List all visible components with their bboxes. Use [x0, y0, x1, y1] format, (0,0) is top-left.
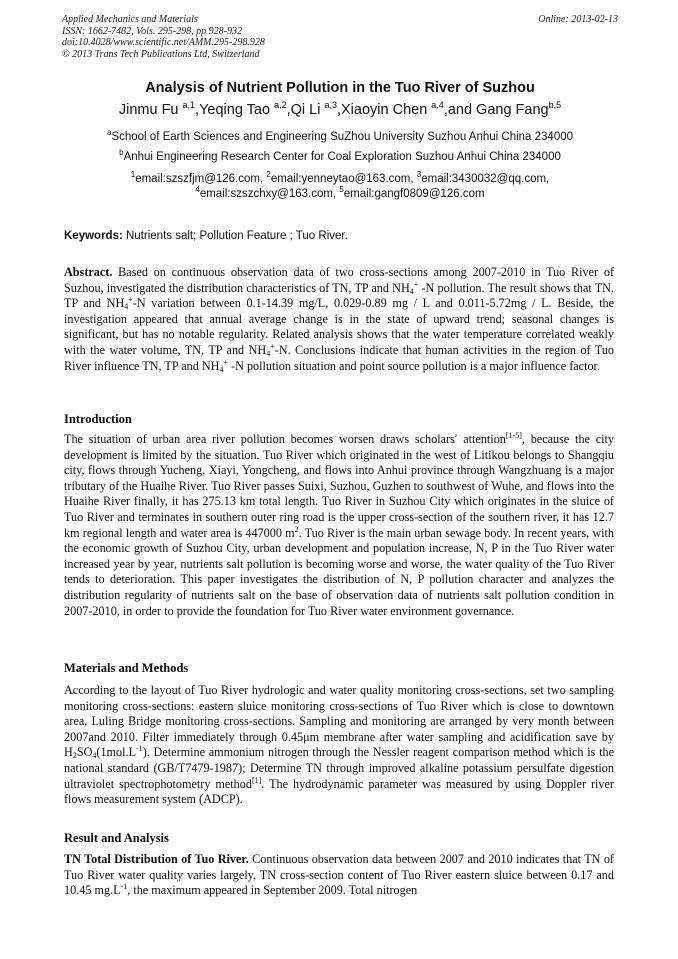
section-heading-introduction: Introduction: [64, 412, 132, 426]
superscript: -1: [136, 744, 143, 754]
author-affiliation-mark: a,2: [274, 100, 287, 110]
email-address: email:szszchxy@163.com,: [199, 188, 340, 200]
methods-text: ). Determine ammonium nitrogen through the Nessler reagent comparison method which is the national standard (GB/T7479-1987); Determine TN through improved alkaline potassium persulfate digestion ultraviolet spectrophotometry method: [64, 745, 614, 791]
doi-line: doi:10.4028/www.scientific.net/AMM.295-298.928: [62, 37, 265, 48]
email-mark: 4: [195, 185, 200, 194]
online-date: Online: 2013-02-13: [538, 14, 618, 25]
keywords-text: Nutrients salt; Pollution Feature ; Tuo River.: [122, 230, 348, 242]
abstract-text: Based on continuous observation data of two cross-sections among 2007-2010 in Tuo River of Suzhou, investigated the distribution characteristics of TN, TP and NH: [64, 265, 614, 295]
abstract-text: -N variation between 0.1-14.39 mg/L, 0.029-0.89 mg / L and 0.011-5.72mg / L. Beside, the investigation appeared that annual average change is in the state of upward trend; seasonal changes is significant, but has no notable regularity. Related analysis shows that the water temperature correlated weakly with the water volume, TN, TP and NH: [64, 296, 614, 357]
abstract-paragraph: [64, 265, 614, 374]
copyright-line: © 2013 Trans Tech Publications Ltd, Switzerland: [62, 48, 260, 60]
email-mark: 3: [416, 170, 422, 179]
methods-paragraph: [64, 683, 614, 808]
keywords: [64, 230, 348, 242]
paper-title: Analysis of Nutrient Pollution in the Tuo River of Suzhou: [145, 80, 535, 96]
email-address: email:szszfjm@126.com,: [135, 173, 267, 185]
author-name: ,Qi Li: [286, 102, 325, 118]
affiliation-a: [20, 128, 660, 143]
email-mark: 2: [266, 170, 271, 179]
results-text: Continuous observation data between 2007 and 2010 indicates that TN of Tuo River water quality varies largely, TN cross-section content of Tuo River eastern sluice between 0.17 and 10.45 mg.L: [64, 852, 614, 898]
author-name: ,and Gang Fang: [443, 102, 549, 118]
superscript: 2: [294, 524, 299, 534]
email-line-1: [20, 170, 660, 185]
author-name: ,Xiaoyin Chen: [336, 102, 432, 118]
citation: [1-5]: [505, 431, 522, 440]
abstract-text: -N. Conclusions indicate that human activities in the region of Tuo River influence TN, TP and NH: [64, 342, 615, 373]
methods-text: According to the layout of Tuo River hydrologic and water quality monitoring cross-sections, set two sampling monitoring cross-sections: eastern sluice monitoring cross-sections of Tuo River which is close to downtown area, Luling Bridge monitoring cross-sections. Sampling and monitoring are arranged by very month between 2007and 2010. Filter immediately through 0.45μm membrane after water sampling and acidification save by H: [64, 683, 614, 760]
subscript: 2: [72, 751, 77, 761]
author-affiliation-mark: a,3: [324, 100, 337, 110]
author-affiliation-mark: b,5: [548, 100, 562, 110]
methods-text: (1mol.L: [96, 745, 137, 760]
superscript: +: [413, 279, 419, 289]
superscript: +: [128, 295, 133, 305]
citation: [1]: [251, 775, 262, 785]
section-heading-results: Result and Analysis: [64, 831, 169, 845]
results-subheading: TN Total Distribution of Tuo River.: [64, 852, 249, 866]
affiliation-b: [20, 148, 660, 163]
subscript: 4: [219, 364, 224, 374]
abstract-text: -N pollution. The result shows that TN, TP and NH: [64, 280, 614, 311]
affiliation-mark: a: [106, 128, 112, 137]
author-affiliation-mark: a,1: [182, 100, 196, 110]
subscript: 4: [266, 348, 271, 358]
author-name: ,Yeqing Tao: [195, 102, 275, 118]
introduction-text: The situation of urban area river pollution becomes worsen draws scholars′ attention: [64, 432, 506, 446]
email-mark: 1: [130, 170, 136, 179]
email-address: email:3430032@qq.com,: [421, 173, 550, 185]
abstract-label: Abstract.: [64, 265, 113, 279]
journal-header: [62, 14, 618, 60]
methods-text: . The hydrodynamic parameter was measured by using Doppler river flows measurement system (ADCP).: [64, 776, 614, 807]
author-name: Jinmu Fu: [118, 102, 183, 118]
affiliation-mark: b: [119, 148, 124, 157]
introduction-text: . Tuo River is the main urban sewage body. In recent years, with the economic growth of Suzhou City, urban development and population increase, N, P in the Tuo River water increased year by year, nutrients salt pollution is becoming worse and worse, the water quality of the Tuo River tends to deterioration. This paper investigates the distribution of N, P pollution character and analyzes the distribution regularity of nutrients salt on the base of observation data of nutrients salt pollution condition in 2007-2010, in order to provide the foundation for Tuo River water environment governance.: [64, 525, 614, 618]
email-mark: 5: [339, 185, 344, 194]
author-list: [40, 102, 640, 118]
email-line-2: [20, 185, 660, 200]
author-affiliation-mark: a,4: [431, 100, 444, 110]
issn-line: ISSN: 1662-7482, Vols. 295-298, pp 928-932: [62, 25, 242, 37]
subscript: 4: [409, 286, 414, 296]
methods-text: SO: [76, 745, 93, 760]
results-paragraph: [64, 852, 614, 899]
superscript: -1: [120, 882, 128, 892]
abstract-text: -N pollution situation and point source pollution is a major influence factor.: [228, 358, 600, 373]
affiliation-text: School of Earth Sciences and Engineering SuZhou University Suzhou Anhui China 234000: [111, 131, 574, 143]
email-address: email:yenneytao@163.com,: [270, 173, 417, 185]
introduction-paragraph: [64, 432, 614, 619]
email-address: email:gangf0809@126.com: [343, 188, 485, 200]
affiliation-text: Anhui Engineering Research Center for Coal Exploration Suzhou Anhui China 234000: [123, 151, 561, 163]
subscript: 4: [124, 302, 129, 312]
section-heading-methods: Materials and Methods: [64, 661, 189, 675]
keywords-label: Keywords:: [64, 230, 123, 242]
subscript: 4: [92, 751, 97, 761]
journal-name: Applied Mechanics and Materials: [62, 14, 198, 25]
superscript: +: [270, 341, 275, 351]
results-text: , the maximum appeared in September 2009. Total nitrogen: [127, 883, 418, 898]
superscript: +: [223, 357, 228, 367]
introduction-text: , because the city development is limited by the situation. Tuo River which originated in the west of Litikou belongs to Shangqiu city, flows through Yucheng, Xiayi, Yongcheng, and flows into Anhui province through Wangzhuang is a major tributary of the Huaihe River. Tuo River passes Suixi, Suzhou, Guzhen to southwest of Wuhe, and flows into the Huaihe River finally, it has 275.13 km total length. Tuo River in Suzhou City which originates in the sluice of Tuo River and terminates in southern outer ring road is the upper cross-section of the southern river, it has 12.7 km regional length and water area is 447000 m: [64, 432, 615, 540]
